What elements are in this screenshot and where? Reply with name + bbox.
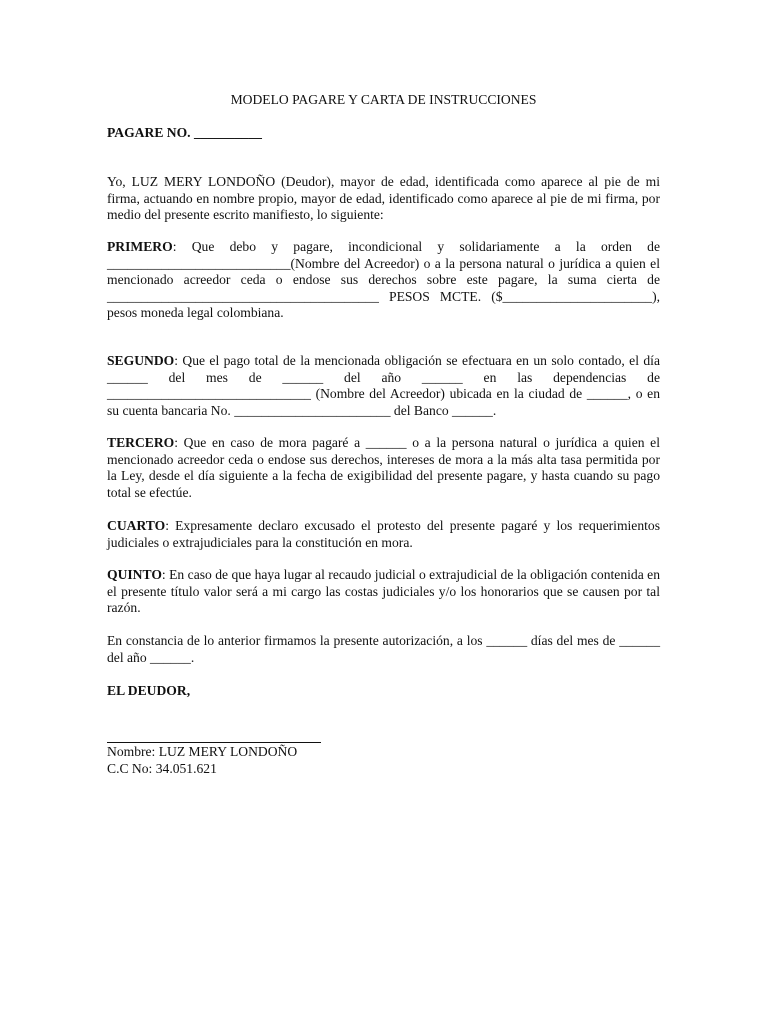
clause-segundo bbox=[107, 353, 660, 419]
clause-heading: TERCERO bbox=[107, 435, 175, 450]
clause-cuarto bbox=[107, 518, 660, 551]
clause-heading: PRIMERO bbox=[107, 239, 173, 254]
clause-text: : Que debo y pagare, incondicional y solidariamente a la orden de ___________________________(Nombre del Acreedor) o a la persona natural o jurídica a quien el mencionado acreedor ceda o endose sus derechos sobre este pagare, la suma cierta de ________________________________________ PESOS MCTE. ($______________________), pesos moneda legal colombiana. bbox=[107, 239, 660, 321]
clause-primero bbox=[107, 239, 660, 322]
signature-id-number: C.C No: 34.051.621 bbox=[107, 761, 217, 776]
clause-text: : En caso de que haya lugar al recaudo judicial o extrajudicial de la obligación contenida en el presente título valor será a mi cargo las costas judiciales y/o los honorarios que se causen por tal razón. bbox=[107, 567, 660, 616]
constancia-paragraph: En constancia de lo anterior firmamos la presente autorización, a los ______ días del mes de ______ del año ______. bbox=[107, 633, 660, 665]
signature-name: Nombre: LUZ MERY LONDOÑO bbox=[107, 744, 298, 759]
pagare-number: PAGARE NO. __________ bbox=[107, 125, 262, 140]
signature-line bbox=[107, 742, 321, 743]
clause-tercero bbox=[107, 435, 660, 501]
clause-text: : Expresamente declaro excusado el protesto del presente pagaré y los requerimientos judiciales o extrajudiciales para la constitución en mora. bbox=[107, 518, 660, 550]
clause-text: : Que el pago total de la mencionada obligación se efectuara en un solo contado, el día ______ del mes de ______ del año ______ en las dependencias de ______________________________ (Nombre del Acreedor) ubicada en la ciudad de ______, o en su cuenta bancaria No. _______________________ del Banco ______. bbox=[107, 353, 660, 418]
clause-quinto bbox=[107, 567, 660, 617]
document-title: MODELO PAGARE Y CARTA DE INSTRUCCIONES bbox=[230, 92, 537, 107]
clause-heading: CUARTO bbox=[107, 518, 166, 533]
clause-heading: QUINTO bbox=[107, 567, 162, 582]
clause-text: : Que en caso de mora pagaré a ______ o a la persona natural o jurídica a quien el mencionado acreedor ceda o endose sus derechos, intereses de mora a la más alta tasa permitida por la Ley, desde el día siguiente a la fecha de exigibilidad del presente pagare, y hasta cuando su pago total se efectúe. bbox=[107, 435, 660, 500]
deudor-heading: EL DEUDOR, bbox=[107, 683, 191, 698]
intro-paragraph: Yo, LUZ MERY LONDOÑO (Deudor), mayor de edad, identificada como aparece al pie de mi firma, actuando en nombre propio, mayor de edad, identificado como aparece al pie de mi firma, por medio del presente escrito manifiesto, lo siguiente: bbox=[107, 174, 660, 223]
clause-heading: SEGUNDO bbox=[107, 353, 175, 368]
